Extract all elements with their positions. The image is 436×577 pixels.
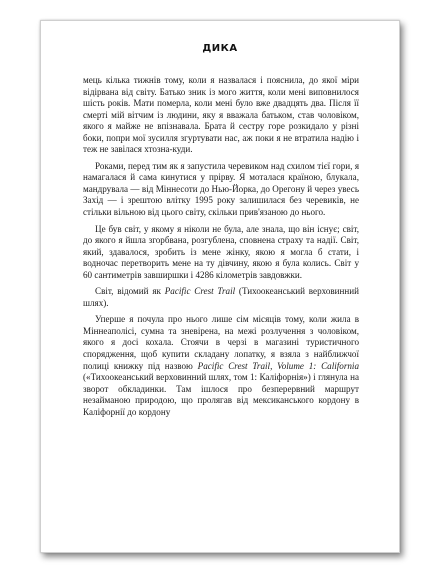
paragraph-text: («Тихоокеанський верховинний шлях, том 1: Каліфорнія») і глянула на зворот обкладинки. Там ішлося про безперервний маршрут незайманою природою, що пролягав від мексиканського кордону в Каліфорнії до кордону (83, 372, 359, 417)
paragraph-text: Світ, відомий як (95, 286, 165, 297)
running-header: ДИКА (202, 43, 238, 54)
paragraph: Роками, перед тим як я запустила черевиком над схилом тієї гори, я намагалася й сама кинутися у прірву. Я моталася країною, блукала, мандрувала — від Міннесоти до Нью-Йорка, до Орегону й через увесь Захід — і зрештою влітку 1995 року залишилася без черевиків, не стільки вільною від цього світу, скільки прив'язаною до нього. (83, 160, 359, 218)
book-page (40, 20, 400, 553)
paragraph: мець кілька тижнів тому, коли я назвалася і пояснила, до якої міри відірвана від світу. Батько зник із мого життя, коли мені виповнилося шість років. Мати померла, коли мені було вже двадцять два. Після її смерті мій вітчим із людини, яку я вважала батьком, став чоловіком, якого я майже не впізнавала. Брата й сестру горе розкидало у різні боки, попри мої зусилля згуртувати нас, аж поки я не втратила надію і теж не завілася хтозна-куди. (83, 75, 359, 155)
book-title: Pacific Crest Trail, Volume 1: California (197, 360, 359, 371)
body-text (83, 75, 359, 423)
paragraph-text: Уперше я почула про нього лише сім місяців тому, коли жила в Міннеаполісі, сумна та зневірена, на межі розлучення з чоловіком, якого я досі кохала. Стоячи в черзі в магазині туристичного спорядження, щоб купити складану лопатку, я взяла з найближчої полиці книжку під назвою (83, 314, 359, 371)
paragraph-text: (Тихоокеанський верховинний шлях). (83, 286, 359, 308)
paragraph (83, 286, 359, 309)
paragraph (83, 314, 359, 418)
paragraph: Це був світ, у якому я ніколи не була, але знала, що він існує; світ, до якого я йшла згорбвана, розгублена, сповнена страху та надії. Світ, який, здавалося, зробить із мене жінку, якою я могла б стати, і водночас перетворить мене на ту дівчину, якою я була колись. Світ у 60 сантиметрів завширшки і 4286 кілометрів завдовжки. (83, 223, 359, 280)
trail-name: Pacific Crest Trail (164, 286, 236, 297)
